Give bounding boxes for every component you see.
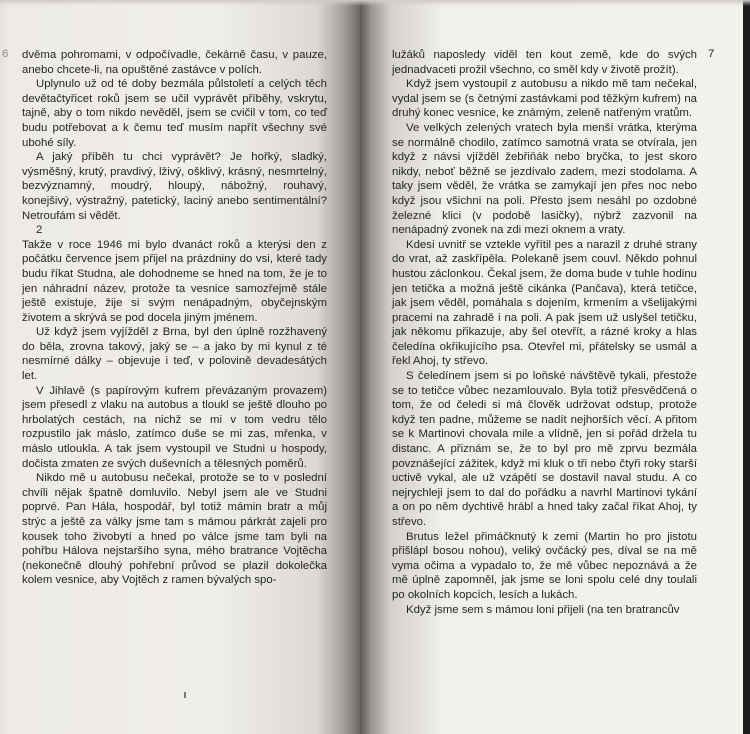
left-paragraph-1: dvěma pohromami, v odpočívadle, čekárně času, v pauze, anebo chcete-li, na opuštěné zastávce v polích. <box>22 49 327 76</box>
left-paragraph-7: Nikdo mě u autobusu nečekal, protože se to v poslední chvíli nějak špatně domluvilo. Nebyl jsem ale ve Studni poprvé. Pan Hála, hospodář, byl totiž mámin bratr a můj strýc a ještě za války jsme tam s mámou párkrát zajeli pro kousek toho živobytí a hned po válce jsme tam byli na pohřbu Hálova nejstaršího syna, mého bratrance Vojtěcha (nekonečně dlouhý pohřební průvod se plazil dokolečka kolem vesnice, aby Vojtěch z ramen bývalých spo- <box>22 472 327 587</box>
right-paragraph-7: Když jsme sem s mámou loni přijeli (na ten bratrancův <box>406 603 680 616</box>
right-paragraph-1: lužáků naposledy viděl ten kout země, kde do svých jednadvaceti prožil všechno, co směl kdy v životě prožít). <box>392 49 697 76</box>
right-page <box>360 0 743 734</box>
left-paragraph-5: Už když jsem vyjížděl z Brna, byl den úplně rozžhavený do běla, zrovna takový, jaký se – a jako by mi kynul z té nesmírné dálky – objevuje i teď, v polovině devadesátých let. <box>22 326 327 383</box>
right-paragraph-3: Ve velkých zelených vratech byla menší vrátka, kterýma se normálně chodilo, zatímco samotná vrata se otvírala, jen když z návsi vjížděl žebřiňák nebo bryčka, to jest skoro nikdy, neboť běžně se jezdívalo zadem, mezi stodolama. A taky jsem věděl, že vrátka se zamykají jen přes noc nebo když jsou všichni na poli. Přesto jsem nesáhl po ozdobné železné klici (v podobě lasičky), nýbrž zazvonil na nenápadný zvonek na zdi mezi oknem a vraty. <box>392 121 697 237</box>
left-page-text <box>22 48 327 588</box>
left-paragraph-6: V Jihlavě (s papírovým kufrem převázaným provazem) jsem přesedl z vlaku na autobus a tloukl se ještě dlouho po hrbolatých cestách, na nichž se mi v tom vedru tělo rozpustilo jak máslo, zatímco duše se mi zas, mřenka, v máslo utloukla. A tak jsem vystoupil ve Studni u hospody, dočista zmaten ze svých duševních a tělesných poměrů. <box>22 384 327 470</box>
left-page <box>0 0 360 734</box>
right-paragraph-6: Brutus ležel přimáčknutý k zemi (Martin ho pro jistotu přišlápl bosou nohou), veliký ovčácký pes, díval se na mě vyma očima a vypadalo to, že mě vůbec nepoznává a že mě úplně zapomněl, jak jsme se loni spolu celé dny toulali po okolních kopcích, lesích a lukách. <box>392 530 697 601</box>
right-paragraph-4: Kdesi uvnitř se vztekle vyřítil pes a narazil z druhé strany do vrat, až zaskřípěla. Polekaně jsem couvl. Někdo pohnul hustou záclonkou. Čekal jsem, že doma bude v tuhle hodinu jen tetička a možná ještě cikánka (Pančava), která tetičce, jak jsem věděl, pomáhala s dojením, krmením a všelijakými pracemi na zahradě i na poli. A pak jsem už uslyšel tetičku, jak někomu přikazuje, aby šel otevřít, a rázné kroky a hlas čeledína okřikujícího psa. Otevřel mi, přátelsky se usmál a řekl Ahoj, ty střevo. <box>392 238 697 368</box>
right-page-number: 7 <box>708 48 715 60</box>
left-page-number-fragment: 6 <box>2 48 9 60</box>
section-number: 2 <box>36 224 43 237</box>
left-paragraph-4: Takže v roce 1946 mi bylo dvanáct roků a kterýsi den z počátku července jsem přijel na prázdniny do vsi, které tady budu říkat Studna, ale dohodneme se hned na tom, že je to jen náhradní název, protože ta vesnice samozřejmě stále ještě existuje, žije si svým nenápadným, obyčejnským životem a skrývá se pod docela jiným jménem. <box>22 238 327 324</box>
print-mark <box>184 692 186 698</box>
left-paragraph-2: Uplynulo už od té doby bezmála půlstoletí a celých těch devětačtyřicet roků jsem se učil vyprávět příběhy, vskrytu, tajně, aby o tom nikdo nevěděl, jsem se cvičil v tom, co teď budu potřebovat a k čemu teď musím napřít všechny své ubohé síly. <box>22 78 327 149</box>
right-page-text <box>392 48 697 617</box>
left-paragraph-3: A jaký příběh tu chci vyprávět? Je hořký, sladký, výsměšný, krutý, pravdivý, lživý, ošklivý, krásný, nesmrtelný, bezvýznamný, moudrý, hloupý, nábožný, rouhavý, konejšivý, výstražný, patetický, laciný anebo sentimentální? Netroufám si vědět. <box>22 151 327 222</box>
book-edge-shadow <box>743 0 750 734</box>
right-paragraph-5: S čeledínem jsem si po loňské návštěvě tykali, přestože se to tetičce vůbec nezamlouvalo. Byla totiž přesvědčená o tom, že od čeledi si má člověk udržovat odstup, protože když ten padne, můžeme se nadít nejhorších věcí. A přitom se k Martinovi chovala mile a vlídně, jen si pořád držela tu distanc. A přiznám se, že to byl pro mě zprvu bezmála povznášející zážitek, když mi kluk o tři nebo čtyři roky starší uctivě vykal, ale už vzápětí se dostavil naval studu. A co nejrychleji jsem to dal do pořádku a navrhl Martinovi tykání a on po něm dychtivě hrábl a hned taky začal říkat Ahoj, ty střevo. <box>392 370 697 528</box>
right-paragraph-2: Když jsem vystoupil z autobusu a nikdo mě tam nečekal, vydal jsem se (s četnými zastávkami pod těžkým kufrem) na druhý konec vesnice, ke známým, zeleně natřeným vratům. <box>392 78 697 120</box>
